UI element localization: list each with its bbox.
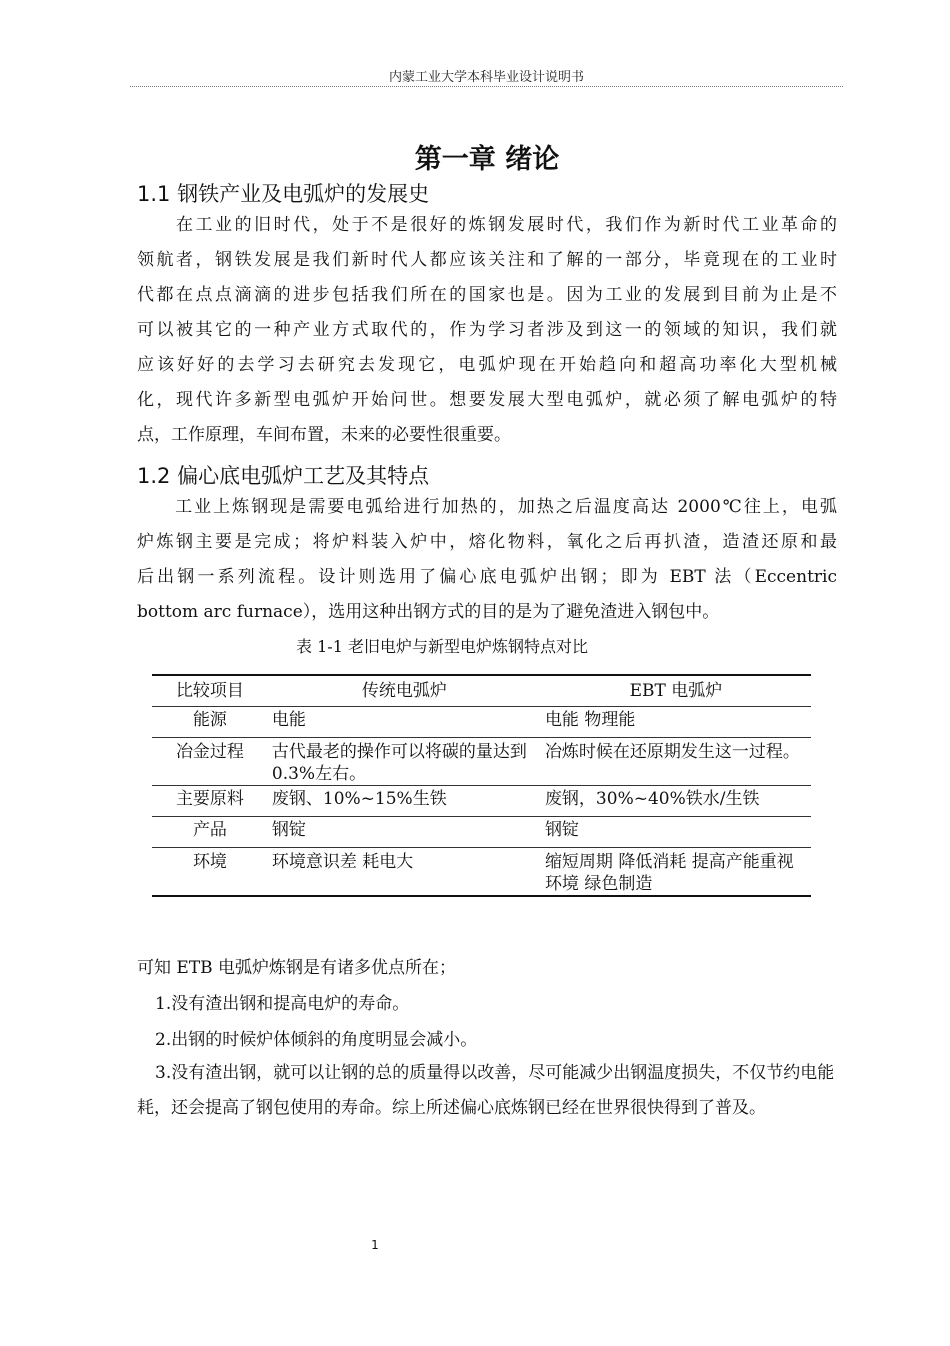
table-cell: 电能 物理能 (541, 707, 811, 738)
paragraph-line: 化，现代许多新型电弧炉开始问世。想要发展大型电弧炉，就必须了解电弧炉的特 (137, 390, 837, 410)
section-1-2-paragraph (137, 490, 837, 630)
advantages-intro: 可知 ETB 电弧炉炼钢是有诸多优点所在； (137, 958, 457, 978)
section-1-1-paragraph (137, 208, 837, 453)
table-cell: 冶金过程 (152, 738, 268, 786)
column-header: EBT 电弧炉 (541, 675, 811, 707)
paragraph-line: 代都在点点滴滴的进步包括我们所在的国家也是。因为工业的发展到目前为止是不 (137, 285, 837, 305)
header-divider (130, 86, 843, 87)
table-row (152, 848, 811, 897)
table-header-row (152, 675, 811, 707)
chapter-title: 第一章 绪论 (414, 144, 560, 175)
advantage-item: 1.没有渣出钢和提高电炉的寿命。 (155, 994, 410, 1014)
advantage-item-text: 3.没有渣出钢，就可以让钢的总的质量得以改善，尽可能减少出钢温度损失，不仅节约电能耗，还会提高了钢包使用的寿命。综上所述偏心底炼钢已经在世界很快得到了普及。 (137, 1063, 835, 1118)
table-row (152, 786, 811, 817)
column-header: 比较项目 (152, 675, 268, 707)
table-row (152, 817, 811, 848)
paragraph-line: 可以被其它的一种产业方式取代的，作为学习者涉及到这一的领域的知识，我们就 (137, 320, 837, 340)
advantage-item (137, 1056, 837, 1126)
table-cell: 废钢，30%~40%铁水/生铁 (541, 786, 811, 817)
table-cell: 环境意识差 耗电大 (268, 848, 541, 897)
running-header: 内蒙工业大学本科毕业设计说明书 (388, 70, 584, 85)
table-cell: 钢锭 (541, 817, 811, 848)
table-row (152, 707, 811, 738)
table-cell: 古代最老的操作可以将碳的量达到 0.3%左右。 (268, 738, 541, 786)
paragraph-line: bottom arc furnace），选用这种出钢方式的目的是为了避免渣进入钢包中。 (137, 602, 720, 622)
paragraph-line: 在工业的旧时代，处于不是很好的炼钢发展时代，我们作为新时代工业革命的 (137, 215, 837, 235)
table-cell: 环境 (152, 848, 268, 897)
table-row (152, 738, 811, 786)
table-cell: 能源 (152, 707, 268, 738)
comparison-table (152, 674, 811, 897)
paragraph-line: 工业上炼钢现是需要电弧给进行加热的，加热之后温度高达 2000℃往上，电弧 (137, 497, 837, 517)
paragraph-line: 后出钢一系列流程。设计则选用了偏心底电弧炉出钢；即为 EBT 法（Eccentric (137, 567, 837, 587)
page-number: 1 (371, 1238, 379, 1252)
table-cell: 主要原料 (152, 786, 268, 817)
table-cell: 缩短周期 降低消耗 提高产能重视环境 绿色制造 (541, 848, 811, 897)
table-cell: 钢锭 (268, 817, 541, 848)
paragraph-line: 炉炼钢主要是完成；将炉料装入炉中，熔化物料，氧化之后再扒渣，造渣还原和最 (137, 532, 837, 552)
paragraph-line: 点，工作原理，车间布置，未来的必要性很重要。 (137, 425, 511, 445)
table-cell: 废钢、10%~15%生铁 (268, 786, 541, 817)
table-cell: 电能 (268, 707, 541, 738)
table-cell: 产品 (152, 817, 268, 848)
section-heading-1-1: 1.1 钢铁产业及电弧炉的发展史 (137, 182, 430, 206)
paragraph-line: 领航者，钢铁发展是我们新时代人都应该关注和了解的一部分，毕竟现在的工业时 (137, 250, 837, 270)
advantage-item: 2.出钢的时候炉体倾斜的角度明显会减小。 (155, 1030, 478, 1050)
section-heading-1-2: 1.2 偏心底电弧炉工艺及其特点 (137, 464, 430, 488)
paragraph-line: 应该好好的去学习去研究去发现它，电弧炉现在开始趋向和超高功率化大型机械 (137, 355, 837, 375)
column-header: 传统电弧炉 (268, 675, 541, 707)
table-cell: 冶炼时候在还原期发生这一过程。 (541, 738, 811, 786)
table-caption: 表 1-1 老旧电炉与新型电炉炼钢特点对比 (296, 637, 588, 656)
